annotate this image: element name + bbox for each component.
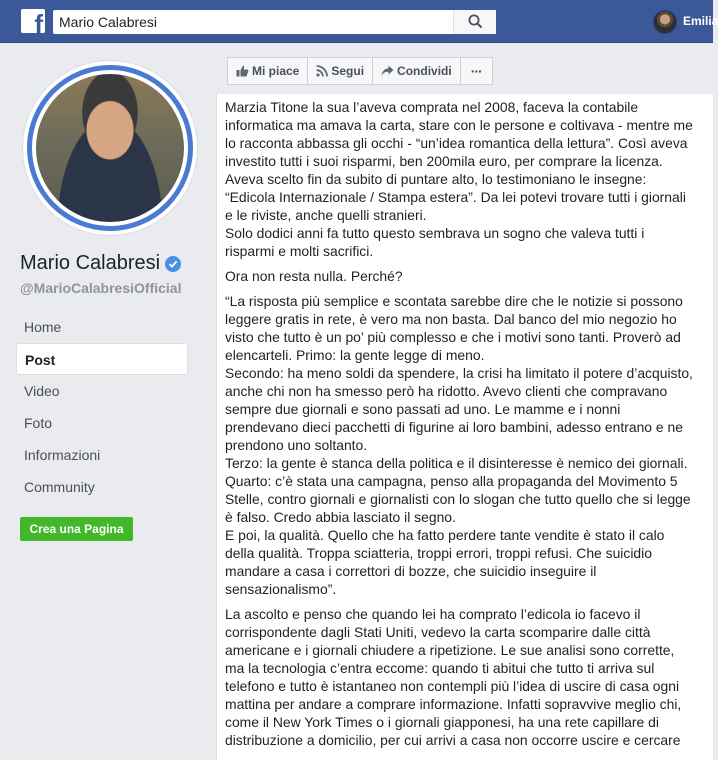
post-line: leggere gratis in rete, è vero ma non basta. Dal banco del mio negozio ho — [225, 311, 677, 327]
verified-badge-icon — [165, 256, 181, 272]
post-line: Stelle, contro giornali e giornalisti con lo slogan che tutto quello che si legge — [225, 491, 691, 507]
search-box — [53, 10, 496, 34]
nav-item-informazioni[interactable]: Informazioni — [24, 447, 101, 463]
post-line: “Edicola Internazionale / Stampa estera”. Da lei potevi trovare tutti i giornali — [225, 189, 686, 205]
post-line: mattina per andare a comprare informazione. Infatti sopravvive meglio chi, — [225, 696, 682, 712]
post-line: Aveva scelto fin da subito di puntare alto, lo testimoniano le insegne: — [225, 171, 647, 187]
post-line: è falso. Credo abbia lasciato il segno. — [225, 509, 456, 525]
profile-picture-border — [27, 65, 193, 231]
post-line: sensazionalismo”. — [225, 581, 337, 597]
post-line: elencarteli. Primo: la gente legge di meno. — [225, 347, 485, 363]
follow-label: Segui — [331, 64, 365, 78]
rss-icon — [316, 65, 328, 77]
profile-picture — [36, 74, 184, 222]
post-line: investito tutti i suoi risparmi, ben 200mila euro, per comprare la licenza. — [225, 153, 663, 169]
post-line: della qualità. Troppa sciatteria, troppi errori, troppi refusi. Che suicidio — [225, 545, 652, 561]
like-label: Mi piace — [252, 64, 300, 78]
profile-picture-frame[interactable] — [23, 61, 197, 235]
post-line: Terzo: la gente è stanca della politica e il disinteresse è nemico dei giornali. — [225, 455, 688, 471]
post-line: Ora non resta nulla. Perché? — [225, 268, 403, 284]
share-button[interactable] — [372, 57, 461, 85]
page-sidebar — [0, 43, 210, 760]
post-line: prendono uno soltanto. — [225, 437, 368, 453]
nav-item-post[interactable]: Post — [16, 343, 188, 375]
nav-item-community[interactable]: Community — [24, 479, 95, 495]
post-line: Solo dodici anni fa tutto questo sembrava un sogno che valeva tutti i — [225, 225, 645, 241]
create-page-button[interactable]: Crea una Pagina — [20, 517, 133, 541]
post-paragraph — [225, 267, 695, 285]
page-handle[interactable]: @MarioCalabresiOfficial — [20, 280, 182, 296]
more-options-button[interactable] — [460, 57, 493, 85]
post-line: lo racconta abbassa gli occhi - “un’idea romantica della lettura”. Così aveva — [225, 135, 688, 151]
nav-item-video[interactable]: Video — [24, 383, 60, 399]
post-line: E poi, la qualità. Quello che ha fatto perdere tante vendite è stato il calo — [225, 527, 665, 543]
post-line: risparmi e molti sacrifici. — [225, 243, 374, 259]
search-input[interactable] — [53, 10, 453, 34]
facebook-logo-icon[interactable]: f — [21, 9, 45, 33]
post-line: telefono e tutto è istantaneo non contempli più l’idea di uscire di casa ogni — [225, 678, 680, 694]
post-line: Secondo: ha meno soldi da spendere, la crisi ha limitato il potere d’acquisto, — [225, 365, 693, 381]
post-line: Marzia Titone la sua l’aveva comprata nel 2008, faceva la contabile — [225, 99, 639, 115]
page-nav — [16, 311, 188, 503]
post-line: sempre due giornali e sono passati ad uno. Le mamme e i nonni — [225, 401, 621, 417]
post-line: come il New York Times o i giornali giapponesi, ha una rete capillare di — [225, 714, 659, 730]
post-line: ma la tecnologia c’entra eccome: quando ti abitui che tutto ti arriva sul — [225, 660, 655, 676]
follow-button[interactable] — [307, 57, 373, 85]
post-line: corrispondente dagli Stati Uniti, vedevo la carta scomparire dalle città — [225, 624, 651, 640]
post-paragraph — [225, 605, 695, 749]
post-line: visto che tutto è un po’ più complesso e che i motivi sono tanti. Proverò ad — [225, 329, 681, 345]
post-line: “La risposta più semplice e scontata sarebbe dire che le notizie si possono — [225, 293, 683, 309]
post-line: anche chi non ha smesso però ha ridotto. Avevo clienti che compravano — [225, 383, 668, 399]
top-bar — [0, 0, 718, 43]
page-name[interactable]: Mario Calabresi — [20, 252, 161, 274]
user-avatar[interactable] — [653, 10, 677, 34]
user-name-link[interactable]: Emilia — [683, 14, 718, 28]
more-options-icon: ··· — [470, 63, 482, 79]
post-line: mandare a casa i correttori di bozze, che suicidio inseguire il — [225, 563, 597, 579]
page-action-bar — [227, 57, 492, 85]
post-line: Quarto: c’è stata una campagna, penso alla propaganda del Movimento 5 — [225, 473, 678, 489]
post-line: e le riviste, anche quelli stranieri. — [225, 207, 427, 223]
search-button[interactable] — [453, 10, 496, 34]
share-label: Condividi — [397, 64, 452, 78]
post-text — [225, 98, 695, 756]
post-line: distribuzione a domicilio, per cui arrivi a casa non occorre uscire e cercare — [225, 732, 681, 748]
post-line: La ascolto e penso che quando lei ha comprato l’edicola io facevo il — [225, 606, 641, 622]
nav-item-foto[interactable]: Foto — [24, 415, 53, 431]
post-line: americane e i giornali chiudere a ripetizione. Le sue analisi sono corrette, — [225, 642, 675, 658]
search-icon — [468, 14, 483, 29]
share-arrow-icon — [381, 65, 394, 77]
post-line: informatica ma amava la carta, stare con le persone e coltivava - mentre me — [225, 117, 693, 133]
post-content-panel — [216, 94, 713, 760]
like-button[interactable] — [227, 57, 308, 85]
post-paragraph — [225, 98, 695, 260]
post-paragraph — [225, 292, 695, 598]
post-line: prendevano dieci pacchetti di figurine ai loro bambini, adesso entrano e ne — [225, 419, 683, 435]
thumbs-up-icon — [236, 65, 249, 77]
nav-item-home[interactable]: Home — [24, 319, 62, 335]
